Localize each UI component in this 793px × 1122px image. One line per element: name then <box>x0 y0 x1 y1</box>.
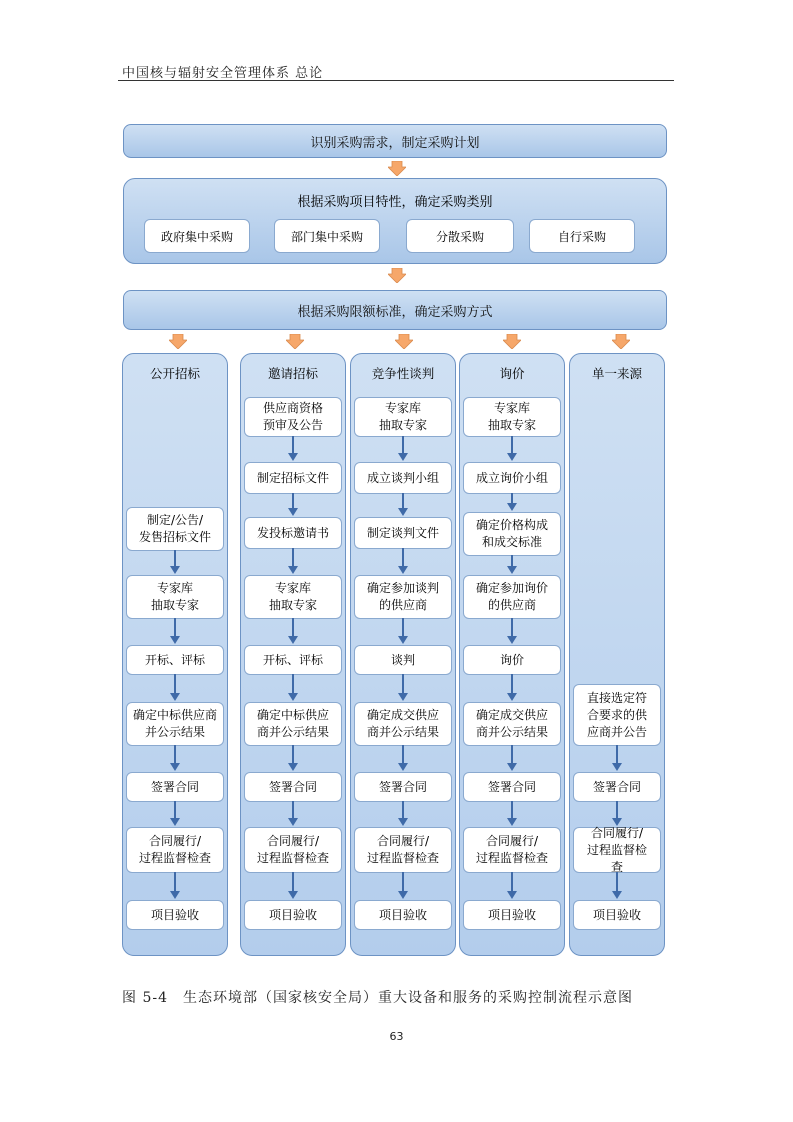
flow-arrow-head <box>507 693 517 701</box>
method-title: 公开招标 <box>149 366 200 381</box>
flow-arrow-head <box>398 566 408 574</box>
process-box: 合同履行/ 过程监督检查 <box>126 827 224 873</box>
flow-arrow-head <box>170 763 180 771</box>
flow-arrow-head <box>170 818 180 826</box>
flow-arrow-head <box>507 763 517 771</box>
process-box: 确定成交供应 商并公示结果 <box>463 702 561 746</box>
process-box: 发投标邀请书 <box>244 517 342 549</box>
process-box: 签署合同 <box>573 772 661 802</box>
process-box: 成立询价小组 <box>463 462 561 494</box>
category-box: 分散采购 <box>406 219 514 253</box>
flow-arrow-head <box>507 566 517 574</box>
process-box: 确定中标供应商 并公示结果 <box>126 702 224 746</box>
process-box: 谈判 <box>354 645 452 675</box>
flow-arrow-head <box>288 566 298 574</box>
flow-arrow-head <box>612 763 622 771</box>
figure-caption: 图 5-4 生态环境部（国家核安全局）重大设备和服务的采购控制流程示意图 <box>122 990 633 1006</box>
process-box: 签署合同 <box>126 772 224 802</box>
flow-arrow-head <box>288 453 298 461</box>
step-identify-label: 识别采购需求，制定采购计划 <box>310 135 480 151</box>
process-box: 确定价格构成 和成交标准 <box>463 512 561 556</box>
flow-arrow-head <box>398 453 408 461</box>
process-box: 制定招标文件 <box>244 462 342 494</box>
flow-arrow-head <box>612 818 622 826</box>
flow-arrow-head <box>398 763 408 771</box>
process-box: 专家库 抽取专家 <box>126 575 224 619</box>
process-box: 专家库 抽取专家 <box>463 397 561 437</box>
method-title: 询价 <box>499 366 525 381</box>
method-title: 邀请招标 <box>267 366 318 381</box>
flow-arrow-head <box>612 891 622 899</box>
flow-arrow-head <box>288 693 298 701</box>
process-box: 合同履行/ 过程监督检 查 <box>573 827 661 873</box>
process-box: 项目验收 <box>573 900 661 930</box>
flow-arrow-head <box>507 636 517 644</box>
process-box: 直接选定符 合要求的供 应商并公告 <box>573 684 661 746</box>
flow-arrow-head <box>398 508 408 516</box>
flow-arrow-head <box>170 891 180 899</box>
process-box: 成立谈判小组 <box>354 462 452 494</box>
method-title: 单一来源 <box>591 366 642 381</box>
process-box: 项目验收 <box>126 900 224 930</box>
flow-arrow-head <box>507 818 517 826</box>
process-box: 确定参加谈判 的供应商 <box>354 575 452 619</box>
process-box: 合同履行/ 过程监督检查 <box>463 827 561 873</box>
step-method-label: 根据采购限额标准，确定采购方式 <box>297 304 493 320</box>
process-box: 确定参加询价 的供应商 <box>463 575 561 619</box>
flow-arrow-head <box>398 636 408 644</box>
process-box: 合同履行/ 过程监督检查 <box>244 827 342 873</box>
flow-arrow-head <box>288 891 298 899</box>
process-box: 确定中标供应 商并公示结果 <box>244 702 342 746</box>
process-box: 项目验收 <box>244 900 342 930</box>
process-box: 询价 <box>463 645 561 675</box>
process-box: 开标、评标 <box>244 645 342 675</box>
flow-arrow-head <box>288 818 298 826</box>
process-box: 合同履行/ 过程监督检查 <box>354 827 452 873</box>
flow-arrow-head <box>507 503 517 511</box>
flow-arrow-head <box>398 818 408 826</box>
page-number: 63 <box>389 1030 404 1043</box>
category-title: 根据采购项目特性，确定采购类别 <box>297 195 493 210</box>
category-box: 自行采购 <box>529 219 635 253</box>
process-box: 供应商资格 预审及公告 <box>244 397 342 437</box>
process-box: 签署合同 <box>354 772 452 802</box>
process-box: 签署合同 <box>244 772 342 802</box>
flow-arrow-head <box>507 891 517 899</box>
process-box: 专家库 抽取专家 <box>244 575 342 619</box>
flow-arrow-head <box>398 891 408 899</box>
category-box: 政府集中采购 <box>144 219 250 253</box>
method-title: 竞争性谈判 <box>371 366 435 381</box>
process-box: 制定谈判文件 <box>354 517 452 549</box>
flow-arrow-head <box>288 508 298 516</box>
flow-arrow-head <box>170 636 180 644</box>
process-box: 确定成交供应 商并公示结果 <box>354 702 452 746</box>
running-header: 中国核与辐射安全管理体系 总论 <box>122 66 324 81</box>
process-box: 制定/公告/ 发售招标文件 <box>126 507 224 551</box>
flow-arrow-head <box>288 636 298 644</box>
flow-arrow-head <box>170 693 180 701</box>
process-box: 开标、评标 <box>126 645 224 675</box>
category-box: 部门集中采购 <box>274 219 380 253</box>
process-box: 专家库 抽取专家 <box>354 397 452 437</box>
flow-arrow-head <box>170 566 180 574</box>
process-box: 项目验收 <box>463 900 561 930</box>
flow-arrow-head <box>398 693 408 701</box>
process-box: 签署合同 <box>463 772 561 802</box>
process-box: 项目验收 <box>354 900 452 930</box>
flow-arrow-head <box>288 763 298 771</box>
flow-arrow-head <box>507 453 517 461</box>
